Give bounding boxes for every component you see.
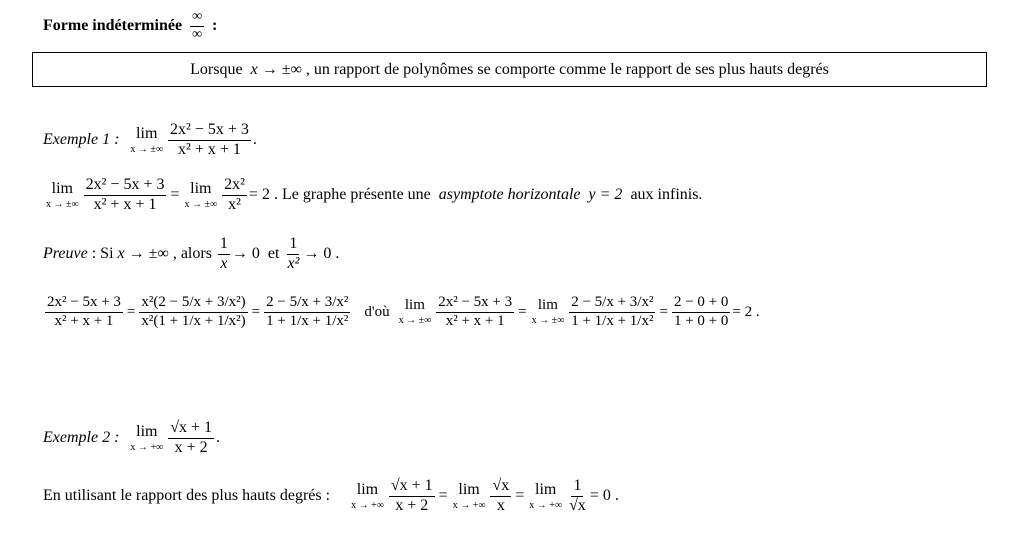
- example-2: Exemple 2 : lim x → +∞ $\frac{√x + 1}{x + 2}$ .: [43, 419, 220, 456]
- rule-var: x: [250, 60, 258, 78]
- example-1-label: Exemple 1 :: [43, 131, 120, 149]
- infinity-num: ∞: [190, 10, 204, 27]
- proof-computation: $\frac{\text{2x² − 5x + 3}}{\text{x² + x + 1}}$ = $\frac{\text{x²(2 − 5/x + 3/x²)}}{\text{x²(1 + 1/x + 1/x²)}}$ = $\frac{\text{2 − 5/x + 3/x²}}{\text{1 + 1/x + 1/x²}}$ d'où lim x → ±∞ $\frac{\text{2x² − 5x + 3}}{\text{x² + x + 1}}$ = lim x → ±∞ $\frac{\text{2 − 5/x + 3/x²}}{\text{1 + 1/x + 1/x²}}$ = $\frac{2 - 0 + 0}{1 + 0 + 0}$ = 2 .: [47, 294, 760, 329]
- limit: lim x → ±∞: [130, 124, 164, 155]
- limit: lim x → +∞: [130, 422, 164, 453]
- title-text: Forme indéterminée: [43, 17, 183, 35]
- fraction: $\frac{√x + 1}{x + 2}$: [390, 477, 433, 514]
- limit: lim x → ±∞: [46, 179, 79, 210]
- fraction: $\frac{\text{2x²}}{\text{x²}}$: [224, 176, 245, 213]
- fraction: $\frac{\text{2x² − 5x + 3}}{\text{x² + x + 1}}$: [85, 176, 165, 213]
- limit: lim x → +∞: [452, 480, 486, 511]
- fraction: $\frac{\text{2x² − 5x + 3}}{\text{x² + x + 1}}$: [47, 294, 121, 329]
- fraction: $\frac{\text{x²(2 − 5/x + 3/x²)}}{\text{x²(1 + 1/x + 1/x²)}}$: [141, 294, 246, 329]
- limit: lim x → ±∞: [531, 297, 565, 327]
- result: = 0 .: [589, 487, 619, 505]
- limit: lim x → ±∞: [398, 297, 432, 327]
- fraction: $\frac{1}{x}$: [219, 235, 228, 272]
- rule-text-2: , un rapport de polynômes se comporte comme le rapport de ses plus hauts degrés: [305, 60, 829, 78]
- fraction: $\frac{1}{√x}$: [569, 477, 586, 514]
- fraction: $\frac{\text{2 − 5/x + 3/x²}}{\text{1 + 1/x + 1/x²}}$: [266, 294, 349, 329]
- example-2-result: En utilisant le rapport des plus hauts degrés : lim x → +∞ $\frac{√x + 1}{x + 2}$ = lim x → +∞ $\frac{√x}{x}$ = lim x → +∞ $\frac{1}{√x}$ = 0 .: [43, 477, 619, 514]
- fraction: $\frac{√x + 1}{x + 2}$: [170, 419, 212, 456]
- limit: lim x → ±∞: [184, 179, 218, 210]
- rule-arrow: → ±∞: [261, 60, 302, 78]
- fraction: $\frac{√x}{x}$: [492, 477, 510, 514]
- fraction: $\frac{1}{\text{x²}}$: [287, 235, 300, 272]
- proof-line: Preuve : Si x → ±∞ , alors $\frac{1}{x}$ → 0 et $\frac{1}{\text{x²}}$ → 0 .: [43, 235, 340, 272]
- limit: lim x → +∞: [529, 480, 563, 511]
- rule-text-1: Lorsque: [190, 60, 243, 78]
- example-1-result: lim x → ±∞ $\frac{\text{2x² − 5x + 3}}{\text{x² + x + 1}}$ = lim x → ±∞ $\frac{\text{2x²}}{\text{x²}}$ = 2 . Le graphe présente une asymptote horizontale y = 2 aux infinis.: [46, 176, 703, 213]
- fraction: $\frac{\text{2 − 5/x + 3/x²}}{\text{1 + 1/x + 1/x²}}$: [571, 294, 654, 329]
- title-colon: :: [212, 17, 218, 35]
- text: En utilisant le rapport des plus hauts degrés :: [43, 487, 331, 505]
- asymptote-eq: y = 2: [588, 186, 623, 204]
- example-1: [43, 122, 257, 159]
- rule-box: [32, 52, 987, 87]
- text: . Le graphe présente une: [273, 186, 431, 204]
- section-title: [43, 10, 217, 42]
- infinity-fraction: [190, 10, 204, 42]
- limit: lim x → +∞: [351, 480, 384, 511]
- result: = 2: [248, 186, 270, 204]
- asymptote-term: asymptote horizontale: [438, 186, 581, 204]
- dou: d'où: [364, 303, 390, 320]
- period: .: [252, 131, 257, 149]
- text: aux infinis.: [630, 186, 703, 204]
- infinity-den: ∞: [192, 26, 203, 42]
- fraction: $\frac{2 - 0 + 0}{1 + 0 + 0}$: [673, 294, 729, 329]
- result: = 2 .: [732, 303, 760, 320]
- proof-label: Preuve: [43, 245, 88, 263]
- example-2-label: Exemple 2 :: [43, 429, 120, 447]
- fraction: $\frac{\text{2x² − 5x + 3}}{\text{x² + x + 1}}$: [170, 121, 249, 158]
- fraction: $\frac{\text{2x² − 5x + 3}}{\text{x² + x + 1}}$: [438, 294, 513, 329]
